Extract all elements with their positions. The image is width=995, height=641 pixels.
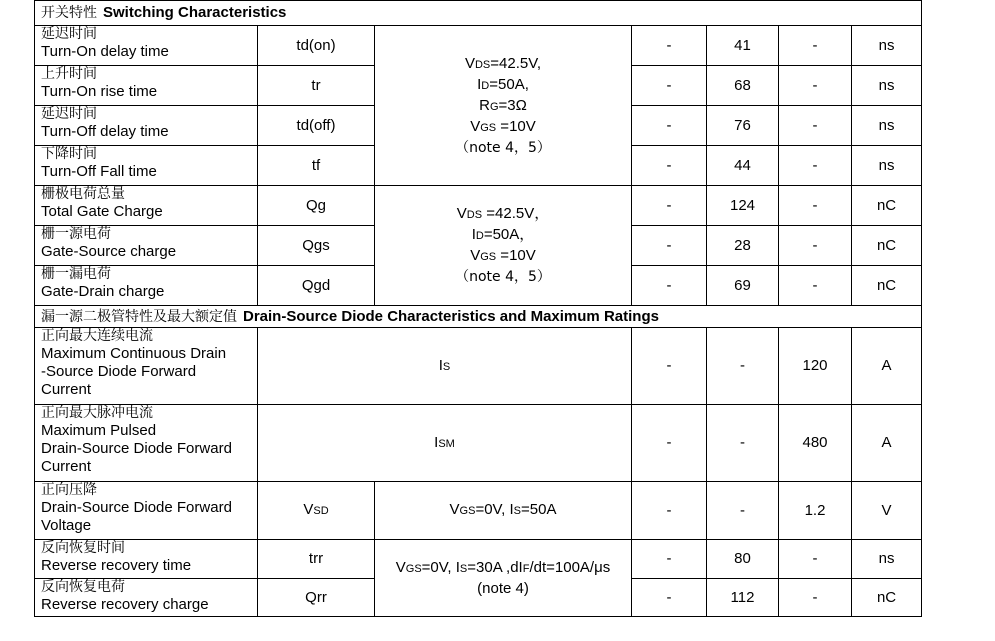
table-row: 栅一源电荷 Gate-Source charge Qgs - 28 - nC <box>35 226 922 266</box>
table-row: 延迟时间 Turn-On delay time td(on) VDS=42.5V, ID=50A, RG=3Ω VGS =10V （note 4，5） - 41 - ns <box>35 26 922 66</box>
table-row: 正向最大连续电流 Maximum Continuous Drain -Source Diode Forward Current IS - - 120 A <box>35 328 922 405</box>
table-row: 上升时间 Turn-On rise time tr - 68 - ns <box>35 66 922 106</box>
diode-section-header <box>35 306 922 328</box>
vsd-conditions: VGS=0V, IS=50A <box>375 482 632 540</box>
symbol-cell: VSD <box>258 482 375 540</box>
symbol-cell: ISM <box>258 405 632 482</box>
table-row: 反向恢复电荷 Reverse recovery charge Qrr - 112 - nC <box>35 579 922 617</box>
gate-charge-conditions: VDS =42.5V， ID=50A， VGS =10V （note 4，5） <box>375 186 632 306</box>
datasheet-table-wrap <box>34 0 922 617</box>
symbol-cell: td(on) <box>258 26 375 66</box>
table-row: 栅一漏电荷 Gate-Drain charge Qgd - 69 - nC <box>35 266 922 306</box>
switching-conditions: VDS=42.5V, ID=50A, RG=3Ω VGS =10V （note 4，5） <box>375 26 632 186</box>
diode-section-cn: 漏一源二极管特性及最大额定值 <box>41 308 237 325</box>
table-row: 反向恢复时间 Reverse recovery time trr VGS=0V, IS=30A ,dIF/dt=100A/μs (note 4) - 80 - ns <box>35 540 922 579</box>
table-row: 正向压降 Drain-Source Diode Forward Voltage VSD VGS=0V, IS=50A - - 1.2 V <box>35 482 922 540</box>
reverse-recovery-conditions: VGS=0V, IS=30A ,dIF/dt=100A/μs (note 4) <box>375 540 632 617</box>
switching-section-header <box>35 1 922 26</box>
datasheet-table <box>34 0 922 617</box>
switching-section-en: Switching Characteristics <box>103 4 287 21</box>
table-row: 下降时间 Turn-Off Fall time tf - 44 - ns <box>35 146 922 186</box>
table-row: 正向最大脉冲电流 Maximum Pulsed Drain-Source Diode Forward Current ISM - - 480 A <box>35 405 922 482</box>
table-row: 栅极电荷总量 Total Gate Charge Qg VDS =42.5V， ID=50A， VGS =10V （note 4，5） - 124 - nC <box>35 186 922 226</box>
symbol-cell: IS <box>258 328 632 405</box>
switching-section-cn: 开关特性 <box>41 5 97 21</box>
diode-section-en: Drain-Source Diode Characteristics and Maximum Ratings <box>243 307 659 325</box>
table-row: 延迟时间 Turn-Off delay time td(off) - 76 - ns <box>35 106 922 146</box>
